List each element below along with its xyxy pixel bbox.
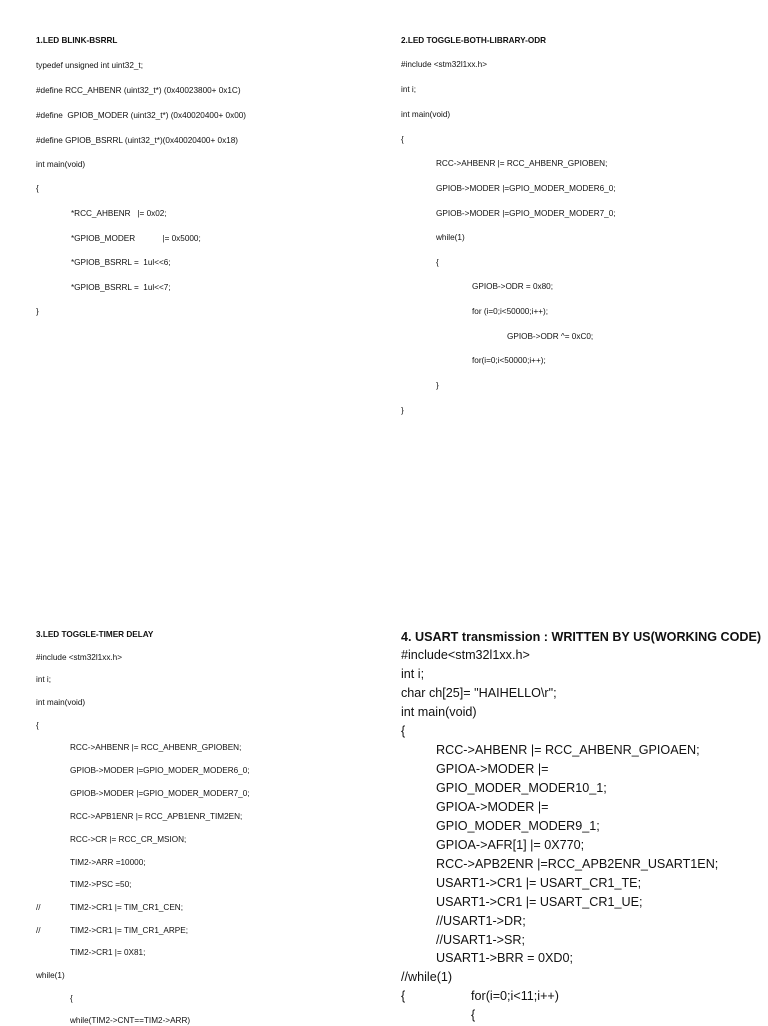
code-line: GPIOB->MODER |=GPIO_MODER_MODER7_0; — [70, 789, 250, 798]
code-line: TIM2->CR1 |= TIM_CR1_CEN; — [70, 903, 183, 912]
code-line: int main(void) — [36, 160, 86, 169]
code-line: int main(void) — [36, 698, 86, 707]
code-line: { — [70, 994, 73, 1003]
code-line: GPIO_MODER_MODER9_1; — [436, 819, 600, 833]
code-line: *GPIOB_BSRRL = 1ul<<6; — [71, 258, 171, 267]
code-line: #define GPIOB_BSRRL (uint32_t*)(0x40020400+ 0x18) — [36, 136, 239, 145]
code-line: { — [36, 184, 39, 193]
code-line: { — [471, 1008, 476, 1022]
code-line: TIM2->CR1 |= TIM_CR1_ARPE; — [70, 926, 188, 935]
section-title: 4. USART transmission : WRITTEN BY US(WORKING CODE) — [401, 630, 762, 644]
code-line: int i; — [401, 667, 425, 681]
code-line: char ch[25]= "HAIHELLO\r"; — [401, 686, 557, 700]
code-line: #include <stm32l1xx.h> — [36, 653, 123, 662]
code-line: *RCC_AHBENR |= 0x02; — [71, 209, 167, 218]
code-line: #include<stm32l1xx.h> — [401, 648, 530, 662]
code-line: while(TIM2->CNT==TIM2->ARR) — [70, 1016, 191, 1025]
code-line: for (i=0;i<50000;i++); — [472, 307, 549, 316]
code-line: { — [401, 989, 406, 1003]
code-line: { — [36, 721, 39, 730]
code-line: RCC->APB2ENR |=RCC_APB2ENR_USART1EN; — [436, 857, 719, 871]
code-line: #include <stm32l1xx.h> — [401, 60, 488, 69]
code-line: int i; — [401, 85, 417, 94]
code-line: for(i=0;i<11;i++) — [471, 989, 559, 1003]
comment-marker: // — [36, 903, 41, 912]
code-line: while(1) — [436, 233, 465, 242]
code-line: { — [401, 724, 406, 738]
section-title: 2.LED TOGGLE-BOTH-LIBRARY-ODR — [401, 36, 547, 45]
code-line: USART1->CR1 |= USART_CR1_TE; — [436, 876, 642, 890]
comment-marker: // — [36, 926, 41, 935]
code-line: RCC->AHBENR |= RCC_AHBENR_GPIOAEN; — [436, 743, 700, 757]
code-line: int main(void) — [401, 705, 477, 719]
code-line: *GPIOB_BSRRL = 1ul<<7; — [71, 283, 171, 292]
code-line: GPIOB->ODR ^= 0xC0; — [507, 332, 594, 341]
code-line: { — [436, 258, 439, 267]
code-line: USART1->CR1 |= USART_CR1_UE; — [436, 895, 643, 909]
code-line: typedef unsigned int uint32_t; — [36, 61, 143, 70]
code-line: TIM2->ARR =10000; — [70, 858, 146, 867]
code-line: RCC->AHBENR |= RCC_AHBENR_GPIOBEN; — [70, 743, 242, 752]
code-line: } — [401, 406, 404, 415]
code-line: GPIOB->MODER |=GPIO_MODER_MODER6_0; — [70, 766, 250, 775]
code-line: //USART1->DR; — [436, 914, 526, 928]
code-line: { — [401, 135, 404, 144]
code-line: } — [36, 307, 39, 316]
code-line: int main(void) — [401, 110, 451, 119]
code-line: GPIOB->MODER |=GPIO_MODER_MODER6_0; — [436, 184, 616, 193]
code-line: TIM2->CR1 |= 0X81; — [70, 948, 146, 957]
code-line: } — [436, 381, 439, 390]
code-line: GPIOB->ODR = 0x80; — [472, 282, 553, 291]
code-line: GPIOA->MODER |= — [436, 762, 549, 776]
code-line: RCC->CR |= RCC_CR_MSION; — [70, 835, 187, 844]
code-line: #define RCC_AHBENR (uint32_t*) (0x40023800+ 0x1C) — [36, 86, 241, 95]
code-line: int i; — [36, 675, 52, 684]
code-line: GPIOA->MODER |= — [436, 800, 549, 814]
code-line: *GPIOB_MODER |= 0x5000; — [71, 234, 201, 243]
code-line: RCC->APB1ENR |= RCC_APB1ENR_TIM2EN; — [70, 812, 243, 821]
code-line: //USART1->SR; — [436, 933, 525, 947]
code-line: RCC->AHBENR |= RCC_AHBENR_GPIOBEN; — [436, 159, 608, 168]
code-line: for(i=0;i<50000;i++); — [472, 356, 546, 365]
section-title: 3.LED TOGGLE-TIMER DELAY — [36, 630, 154, 639]
code-line: GPIOB->MODER |=GPIO_MODER_MODER7_0; — [436, 209, 616, 218]
code-line: while(1) — [36, 971, 65, 980]
code-line: GPIOA->AFR[1] |= 0X770; — [436, 838, 585, 852]
code-line: USART1->BRR = 0XD0; — [436, 951, 573, 965]
code-line: GPIO_MODER_MODER10_1; — [436, 781, 607, 795]
section-title: 1.LED BLINK-BSRRL — [36, 36, 118, 45]
code-line: TIM2->PSC =50; — [70, 880, 132, 889]
code-line: #define GPIOB_MODER (uint32_t*) (0x40020400+ 0x00) — [36, 111, 247, 120]
code-line: //while(1) — [401, 970, 453, 984]
